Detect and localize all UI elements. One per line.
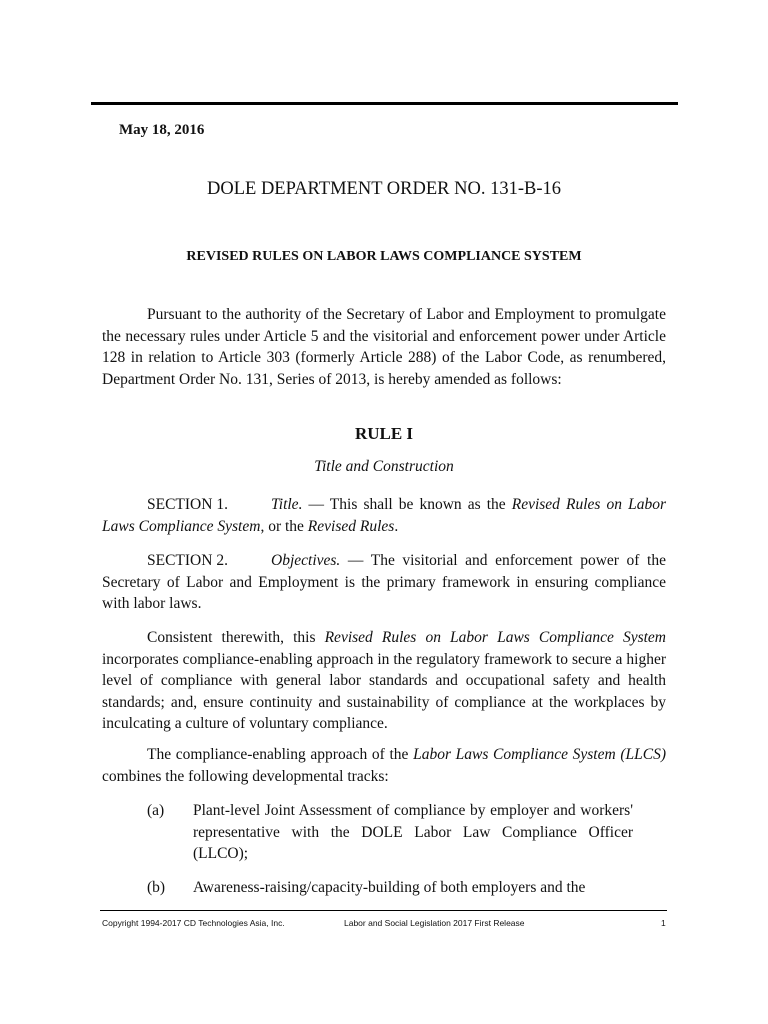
section-1-text-2: , or the xyxy=(260,517,308,535)
approach-paragraph xyxy=(102,744,666,787)
document-subtitle: REVISED RULES ON LABOR LAWS COMPLIANCE SYSTEM xyxy=(186,249,582,264)
consistent-text-2: incorporates compliance-enabling approach in the regulatory framework to secure a higher level of compliance with general labor standards and occupational safety and health standards; and, ensure continuity and sustainability of compliance at the workplaces by inculcating a culture of voluntary compliance. xyxy=(102,650,666,733)
list-item-label: (a) xyxy=(147,802,165,819)
consistent-text: Consistent therewith, this xyxy=(147,629,325,646)
list-item xyxy=(147,800,633,865)
header-rule xyxy=(91,102,678,105)
section-1-number: SECTION 1. xyxy=(147,496,228,513)
section-1 xyxy=(102,494,666,537)
consistent-italic: Revised Rules on Labor Laws Compliance System xyxy=(324,629,666,646)
section-1-text-3: . xyxy=(394,517,399,535)
section-2-caption: Objectives. xyxy=(271,552,341,569)
rule-subheading: Title and Construction xyxy=(314,458,454,475)
section-2-text: — The visitorial and enforcement power of the Secretary of Labor and Employment is the primary framework in ensuring compliance with labor laws. xyxy=(102,552,666,613)
approach-italic: Labor Laws Compliance System (LLCS) xyxy=(413,746,666,763)
document-date: May 18, 2016 xyxy=(119,122,205,138)
list-item xyxy=(147,877,633,899)
approach-text-2: combines the following developmental tracks: xyxy=(102,767,389,785)
footer-release: Labor and Social Legislation 2017 First Release xyxy=(344,918,525,928)
section-2 xyxy=(102,550,666,615)
footer-copyright: Copyright 1994-2017 CD Technologies Asia, Inc. xyxy=(102,918,285,928)
consistent-paragraph xyxy=(102,627,666,735)
list-item-label: (b) xyxy=(147,879,166,896)
page-number: 1 xyxy=(661,918,666,928)
order-title: DOLE DEPARTMENT ORDER NO. 131-B-16 xyxy=(207,179,561,199)
section-2-number: SECTION 2. xyxy=(147,552,228,569)
section-1-italic-title: Revised Rules on Labor Laws Compliance System xyxy=(102,496,666,535)
footer-rule xyxy=(100,910,667,911)
approach-text: The compliance-enabling approach of the xyxy=(147,746,414,763)
section-1-caption: Title. xyxy=(271,496,303,513)
list-item-text: Awareness-raising/capacity-building of both employers and the xyxy=(193,879,586,896)
rule-heading: RULE I xyxy=(354,424,414,443)
section-1-text: — This shall be known as the xyxy=(302,496,512,513)
list-item-text: Plant-level Joint Assessment of compliance by employer and workers' representative with the DOLE Labor Law Compliance Officer (LLCO); xyxy=(193,802,633,863)
section-1-italic-short: Revised Rules xyxy=(307,517,395,535)
preamble-paragraph: Pursuant to the authority of the Secretary of Labor and Employment to promulgate the necessary rules under Article 5 and the visitorial and enforcement power under Article 128 in relation to Article 303 (formerly Article 288) of the Labor Code, as renumbered, Department Order No. 131, Series of 2013, is hereby amended as follows: xyxy=(102,306,666,388)
